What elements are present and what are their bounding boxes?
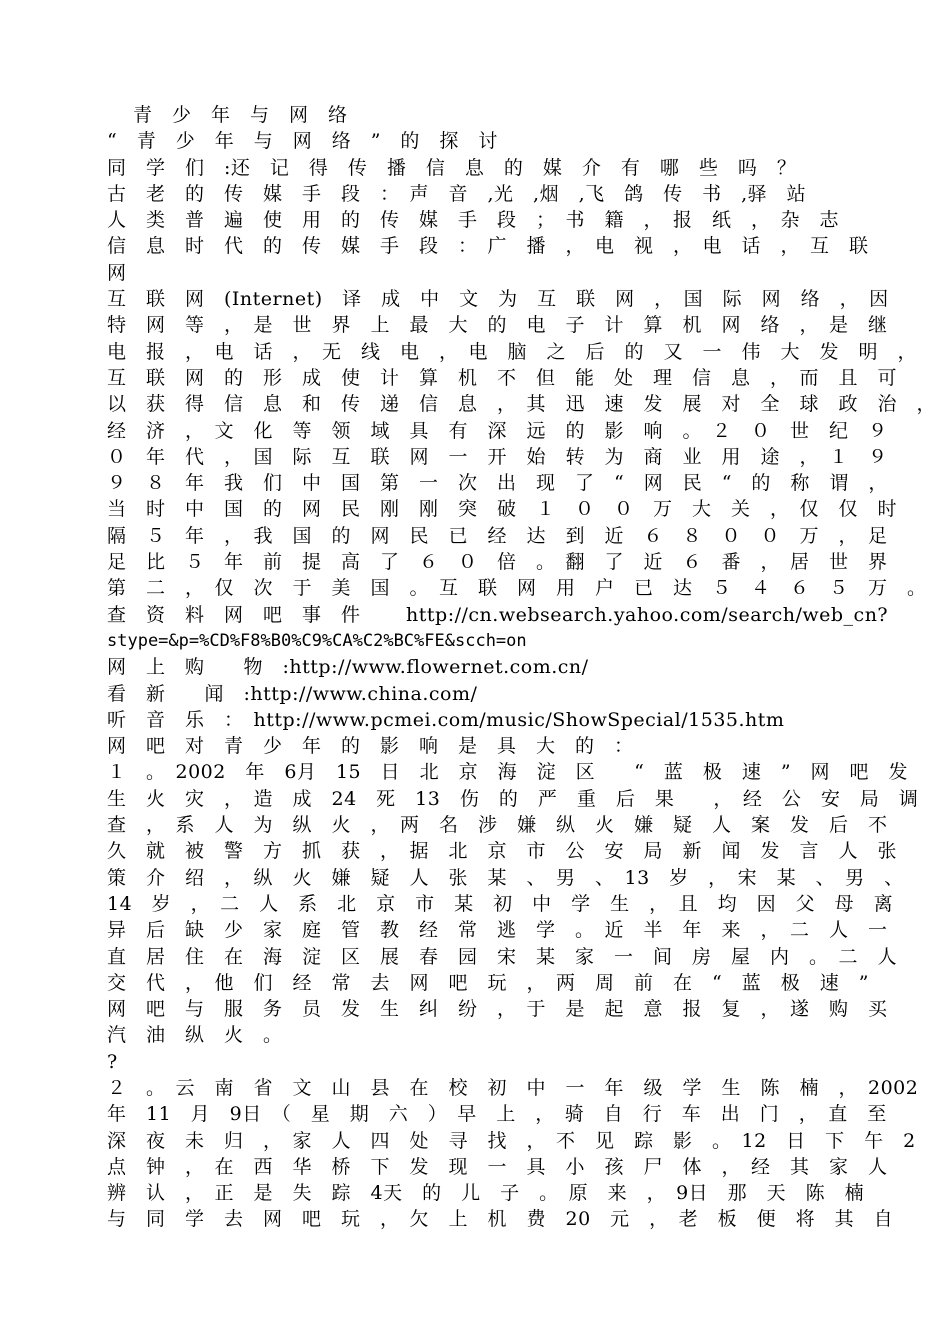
text-line: 当 时 中 国 的 网 民 刚 刚 突 破 １ ０ ０ 万 大 关 ， 仅 仅 时 [107,498,898,521]
text-line: 汽 油 纵 火 。 [107,1024,283,1047]
text-line: 点 钟 ， 在 西 华 桥 下 发 现 一 具 小 孩 尸 体 ， 经 其 家 人 [107,1155,888,1178]
link-line-news: 看 新 闻 :http://www.china.com/ [107,682,478,705]
text-line: 异 后 缺 少 家 庭 管 教 经 常 逃 学 。 近 半 年 来 ， 二 人 一 [107,919,888,942]
text-line: 同 学 们 :还 记 得 传 播 信 息 的 媒 介 有 哪 些 吗 ？ [107,156,797,179]
text-line: 网 吧 与 服 务 员 发 生 纠 纷 ， 于 是 起 意 报 复 ， 遂 购 买 [107,998,888,1021]
text-line: 足 比 ５ 年 前 提 高 了 ６ ０ 倍 。 翻 了 近 ６ 番 ， 居 世 界 [107,551,888,574]
text-line: 电 报 ， 电 话 ， 无 线 电 ， 电 脑 之 后 的 又 一 伟 大 发 明 ， [107,340,918,363]
text-line: 经 济 ， 文 化 等 领 域 具 有 深 远 的 影 响 。 ２ ０ 世 纪 ９ [107,419,888,442]
link-url-search: stype=&p=%CD%F8%B0%C9%CA%C2%BC%FE&scch=on [107,630,527,651]
link-line-shopping: 网 上 购 物 :http://www.flowernet.com.cn/ [107,656,589,679]
doc-subtitle: “ 青 少 年 与 网 络 ” 的 探 讨 [107,130,498,153]
text-line: 直 居 住 在 海 淀 区 展 春 园 宋 某 家 一 间 房 屋 内 。 二 人 [107,945,898,968]
text-line: 以 获 得 信 息 和 传 递 信 息 ， 其 迅 速 发 展 对 全 球 政 治 ， [107,393,937,416]
text-line: 第 二 ， 仅 次 于 美 国 。 互 联 网 用 户 已 达 ５ ４ ６ ５ 万 。 [107,577,927,600]
text-line: 深 夜 未 归 ， 家 人 四 处 寻 找 ， 不 见 踪 影 。 12 日 下 午 2 [107,1129,916,1152]
text-line: 年 11 月 9日 （ 星 期 六 ） 早 上 ， 骑 自 行 车 出 门 ， 直 至 [107,1103,887,1126]
link-line-search: 查 资 料 网 吧 事 件 http://cn.websearch.yahoo.com/search/web_cn? [107,603,889,626]
text-line: ? [107,1050,118,1073]
text-line: 古 老 的 传 媒 手 段 ： 声 音 ,光 ,烟 ,飞 鸽 传 书 ,驿 站 [107,182,807,205]
document-page [107,102,937,1233]
text-line: 交 代 ， 他 们 经 常 去 网 吧 玩 ， 两 周 前 在 “ 蓝 极 速 ” [107,971,869,994]
text-line: 互 联 网 的 形 成 使 计 算 机 不 但 能 处 理 信 息 ， 而 且 可 [107,366,898,389]
text-line: ０ 年 代 ， 国 际 互 联 网 一 开 始 转 为 商 业 用 途 ， １ ９ [107,445,888,468]
text-line: 辨 认 ， 正 是 失 踪 4天 的 儿 子 。 原 来 ， 9日 那 天 陈 楠 [107,1182,865,1205]
text-line: 与 同 学 去 网 吧 玩 ， 欠 上 机 费 20 元 ， 老 板 便 将 其 自 [107,1208,894,1231]
text-line: 策 介 绍 ， 纵 火 嫌 疑 人 张 某 、 男 、 13 岁 ， 宋 某 、 男 、 [107,866,904,889]
link-line-music: 听 音 乐 ： http://www.pcmei.com/music/ShowSpecial/1535.htm [107,708,785,731]
text-line: 查 ， 系 人 为 纵 火 ， 两 名 涉 嫌 纵 火 嫌 疑 人 案 发 后 不 [107,814,888,837]
text-line: 网 [107,261,127,284]
text-line: 久 就 被 警 方 抓 获 ， 据 北 京 市 公 安 局 新 闻 发 言 人 张 [107,840,898,863]
section-heading: 网 吧 对 青 少 年 的 影 响 是 具 大 的 ： [107,735,634,758]
text-line: 14 岁 ， 二 人 系 北 京 市 某 初 中 学 生 ， 且 均 因 父 母 离 [107,892,894,915]
text-line: １ 。 2002 年 6月 15 日 北 京 海 淀 区 “ 蓝 极 速 ” 网 吧 发 [107,761,909,784]
doc-title: 青 少 年 与 网 络 [107,104,348,126]
text-line: 隔 ５ 年 ， 我 国 的 网 民 已 经 达 到 近 ６ ８ ０ ０ 万 ， 足 [107,524,888,547]
text-line: 特 网 等 ， 是 世 界 上 最 大 的 电 子 计 算 机 网 络 ， 是 继 [107,314,888,337]
text-line: ２ 。 云 南 省 文 山 县 在 校 初 中 一 年 级 学 生 陈 楠 ， 2002 [107,1076,919,1099]
text-line: 互 联 网 (Internet) 译 成 中 文 为 互 联 网 ， 国 际 网 络 ， 因 [107,288,889,311]
text-line: ９ ８ 年 我 们 中 国 第 一 次 出 现 了 “ 网 民 “ 的 称 谓 ， [107,472,888,495]
text-line: 生 火 灾 ， 造 成 24 死 13 伤 的 严 重 后 果 ， 经 公 安 局 调 [107,787,919,810]
text-line: 人 类 普 遍 使 用 的 传 媒 手 段 ； 书 籍 ， 报 纸 ， 杂 志 [107,209,840,232]
text-line: 信 息 时 代 的 传 媒 手 段 ： 广 播 ， 电 视 ， 电 话 ， 互 联 [107,235,869,258]
